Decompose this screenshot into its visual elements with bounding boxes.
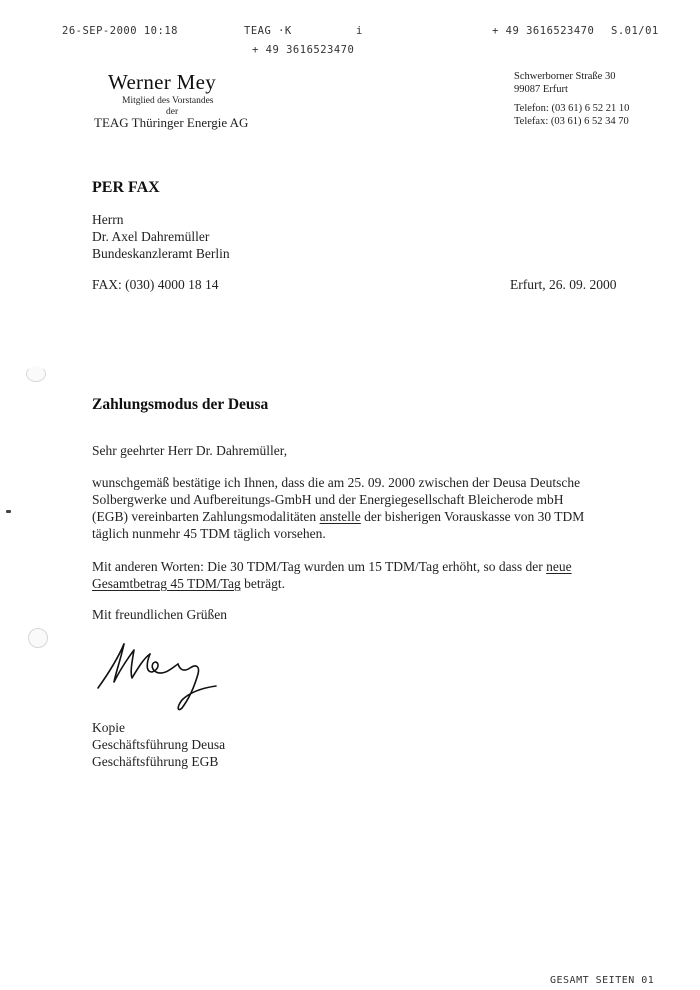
letter-subject: Zahlungsmodus der Deusa: [92, 396, 269, 413]
letter-greeting: Sehr geehrter Herr Dr. Dahremüller,: [92, 443, 288, 458]
punch-hole-bottom: [28, 628, 48, 648]
recipient-name: Dr. Axel Dahremüller: [92, 229, 210, 244]
punch-hole-top: [26, 366, 46, 382]
paragraph1-line3-end: der bisherigen Vorauskasse von 30 TDM: [360, 509, 585, 524]
fax-sender-number: + 49 3616523470: [252, 44, 355, 56]
fax-date-time: 26-SEP-2000 10:18: [62, 25, 178, 37]
paragraph2-line2: [92, 576, 285, 592]
sender-phone: Telefon: (03 61) 6 52 21 10: [514, 103, 630, 114]
emphasis-gesamtbetrag: Gesamtbetrag 45 TDM/Tag: [92, 576, 241, 591]
emphasis-neue: neue: [546, 559, 572, 574]
recipient-salutation: Herrn: [92, 212, 124, 227]
paragraph1-line2: Solbergwerke und Aufbereitungs-GmbH und der Energiegesellschaft Bleicherode mbH: [92, 492, 564, 507]
sender-street: Schwerborner Straße 30: [514, 71, 616, 82]
sender-fax: Telefax: (03 61) 6 52 34 70: [514, 116, 629, 127]
handwritten-signature: [94, 636, 244, 716]
fax-sender-id: TEAG ·K: [244, 25, 292, 37]
letterhead-name: Werner Mey: [108, 70, 217, 94]
fax-page-indicator: S.01/01: [611, 25, 659, 37]
fax-total-pages: GESAMT SEITEN 01: [550, 975, 655, 986]
recipient-fax: FAX: (030) 4000 18 14: [92, 277, 219, 292]
copy-recipient-egb: Geschäftsführung EGB: [92, 754, 219, 769]
letter-closing: Mit freundlichen Grüßen: [92, 607, 227, 622]
emphasis-anstelle: anstelle: [319, 509, 361, 524]
paragraph1-line3-start: (EGB) vereinbarten Zahlungsmodalitäten: [92, 509, 320, 524]
sender-city: 99087 Erfurt: [514, 84, 568, 95]
paragraph1-line1: wunschgemäß bestätige ich Ihnen, dass die am 25. 09. 2000 zwischen der Deusa Deutsche: [92, 475, 581, 490]
letterhead-role-line1: Mitglied des Vorstandes: [122, 96, 214, 106]
paragraph2-line1-start: Mit anderen Worten: Die 30 TDM/Tag wurden um 15 TDM/Tag erhöht, so dass der: [92, 559, 547, 574]
recipient-org: Bundeskanzleramt Berlin: [92, 246, 230, 261]
paragraph1-line4: täglich nunmehr 45 TDM täglich vorsehen.: [92, 526, 326, 541]
fax-sender-mark: i: [356, 25, 363, 37]
paragraph2-line1: [92, 559, 572, 575]
copy-recipient-deusa: Geschäftsführung Deusa: [92, 737, 226, 752]
delivery-method: PER FAX: [92, 179, 160, 196]
paragraph2-line2-end: beträgt.: [240, 576, 286, 591]
letterhead-role-line2: der: [166, 107, 179, 117]
letter-date: Erfurt, 26. 09. 2000: [510, 277, 617, 292]
fax-dest-number: + 49 3616523470: [492, 25, 595, 37]
letterhead-company: TEAG Thüringer Energie AG: [94, 115, 249, 130]
copy-label: Kopie: [92, 720, 125, 735]
paragraph1-line3: [92, 509, 584, 525]
scan-speck: [6, 510, 11, 513]
